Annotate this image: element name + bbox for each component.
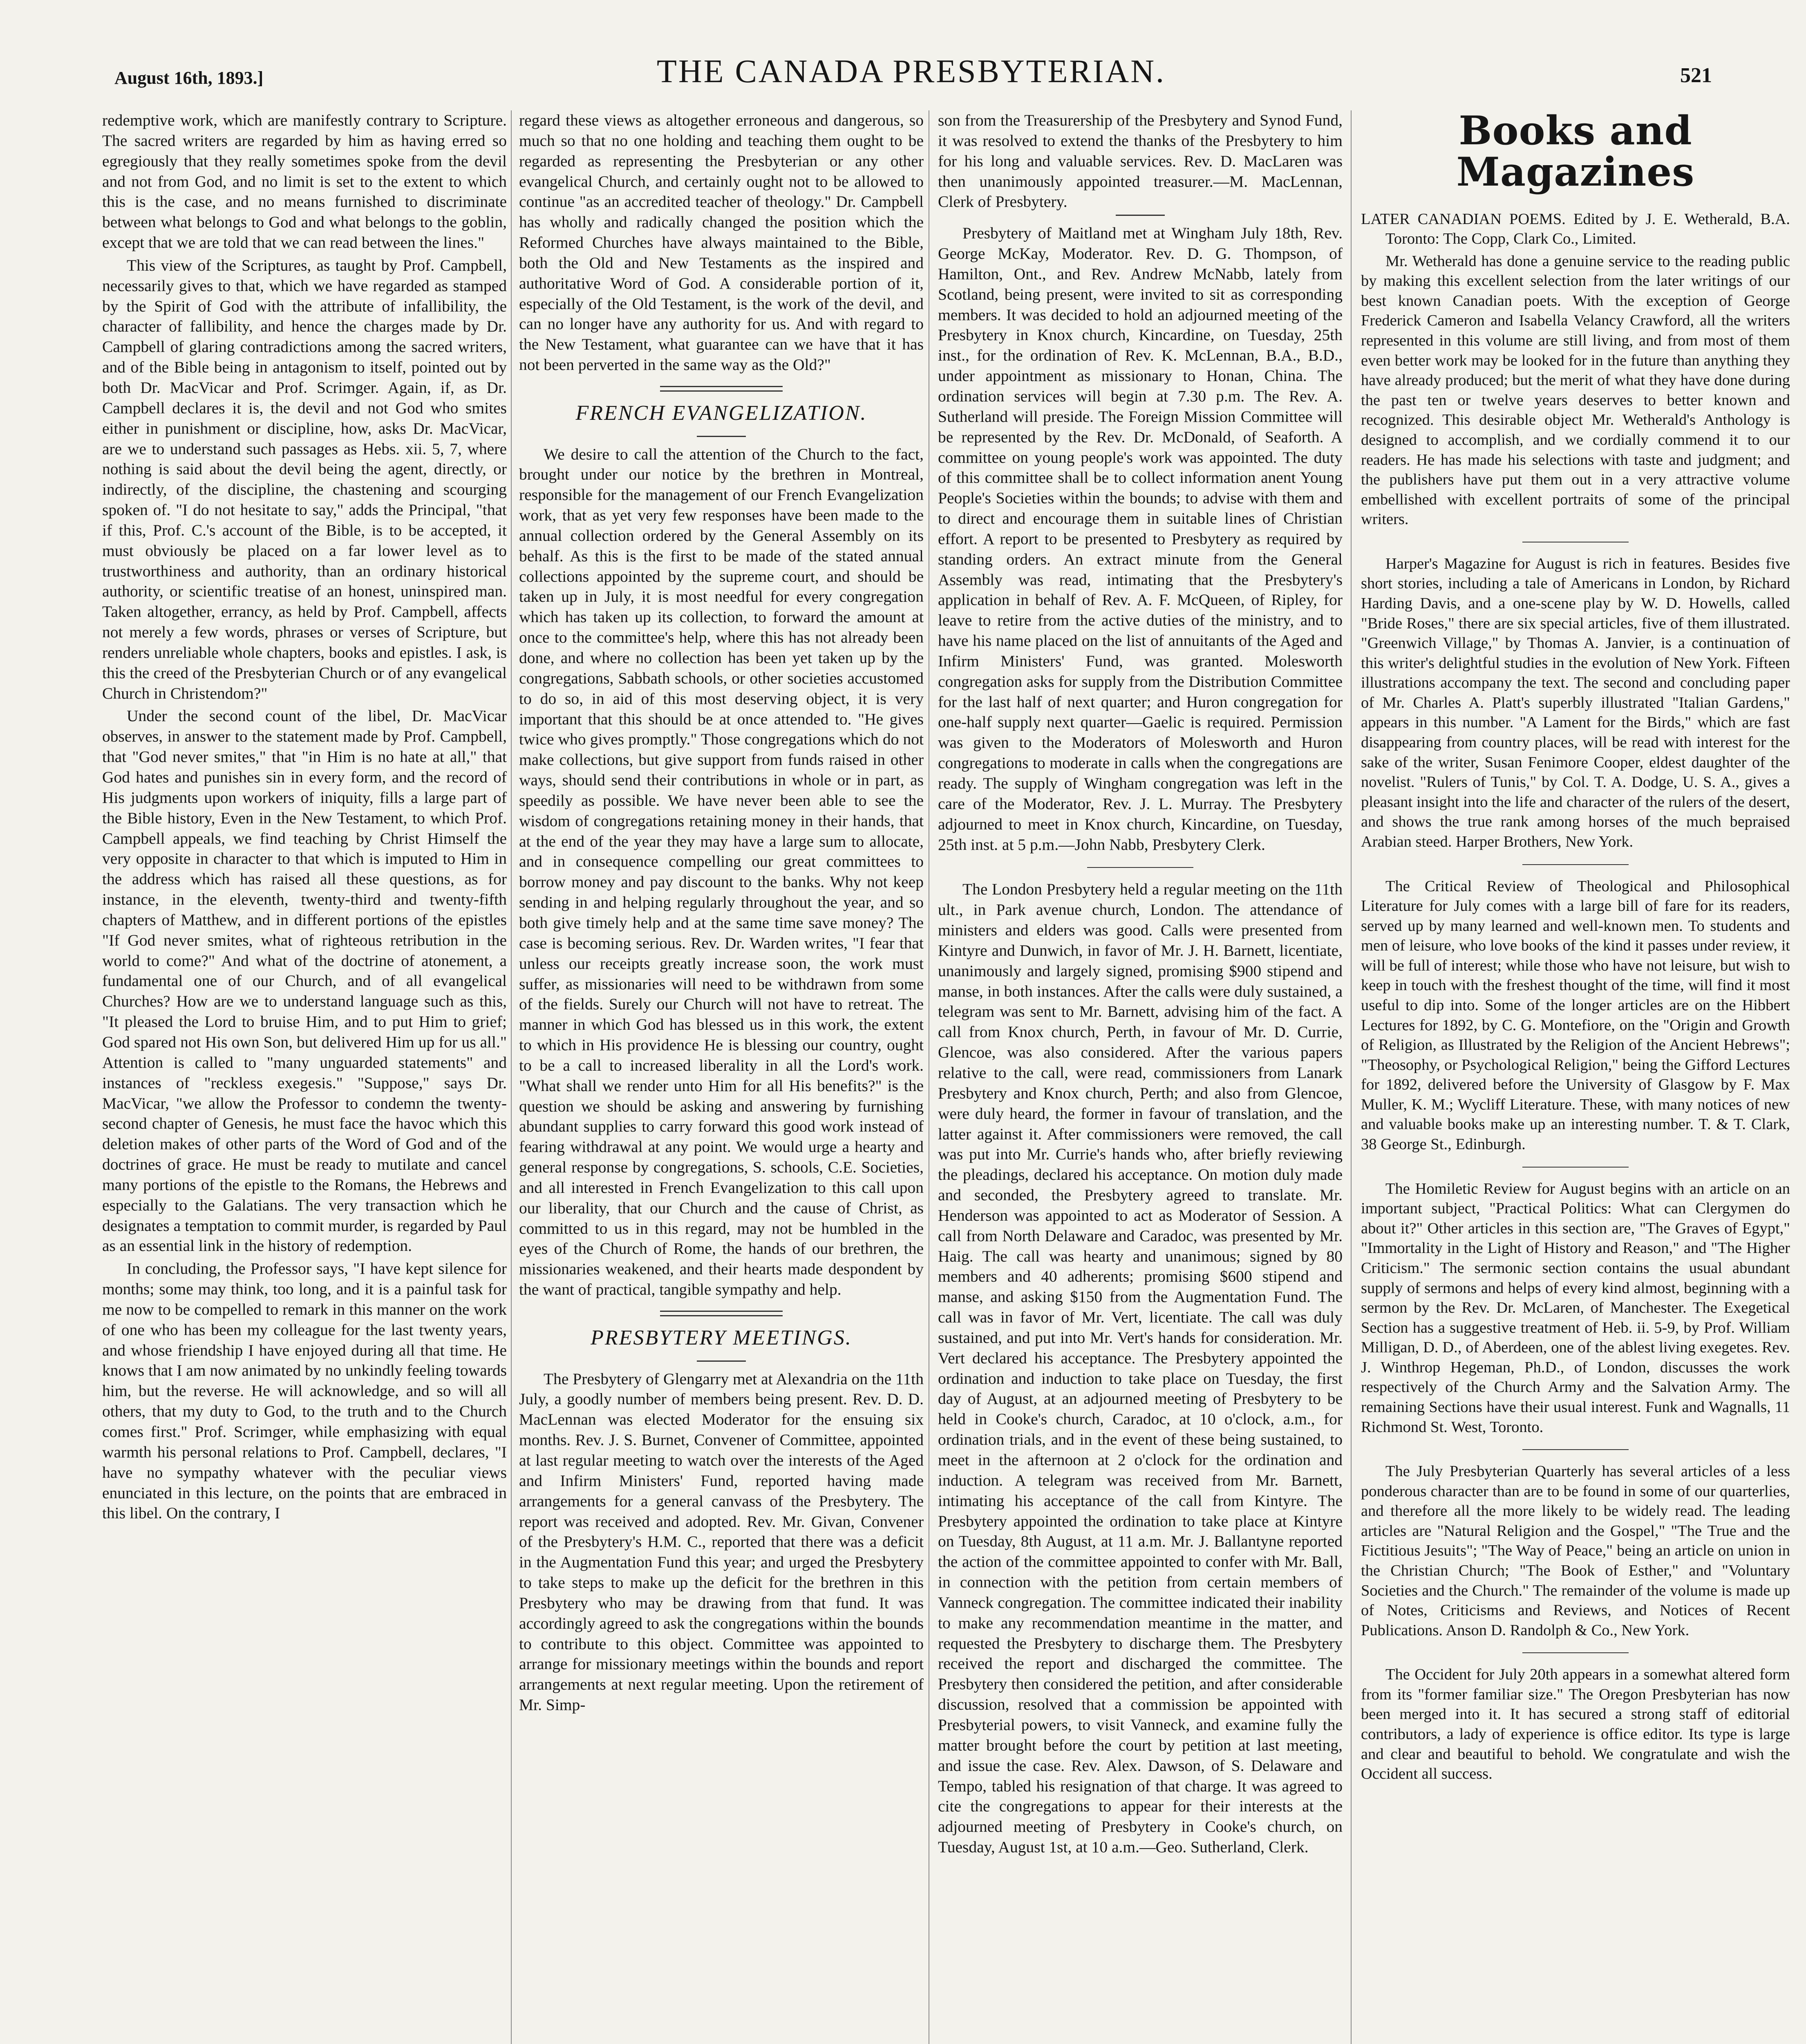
item-divider (1522, 864, 1629, 865)
column-2 (519, 110, 924, 2044)
article-paragraph: The Presbytery of Glengarry met at Alexandria on the 11th July, a goodly number of members being present. Rev. D. D. MacLennan was elected Moderator for the ensuing six months. Rev. J. S. Burnet, Convener of Committee, appointed at last regular meeting to watch over the interests of the Aged and Infirm Ministers' Fund, reported having made arrangements for a general canvass of the Presbytery. The report was received and adopted. Rev. Mr. Givan, Convener of the Presbytery's H.M. C., reported that there was a deficit in the Augmentation Fund this year; and urged the Presbytery to take steps to make up the deficit for the brethren in this Presbytery who may be drawing from that fund. It was accordingly agreed to ask the congregations within the bounds to contribute to this object. Committee was appointed to arrange for missionary meetings within the bounds and report arrangements at next regular meeting. Upon the retirement of Mr. Simp- (519, 1369, 924, 1714)
section-divider (660, 1311, 783, 1316)
column-4 (1361, 110, 1790, 2044)
article-paragraph: regard these views as altogether erroneous and dangerous, so much so that no one holding and teaching them ought to be regarded as representing the Presbyterian or any other evangelical Church, and certainly ought not to be allowed to continue "as an accredited teacher of theology." Dr. Campbell has wholly and radically changed the position which the Reformed Churches have always maintained to the Bible, both the Old and New Testaments as the inspired and authoritative Word of God. A considerable portion of it, especially of the Old Testament, is the work of the devil, and can no longer have any authority for us. And with regard to the New Testament, what guarantee can we have that it has not been perverted in the same way as the Old?" (519, 111, 924, 374)
article-paragraph: The London Presbytery held a regular meeting on the 11th ult., in Park avenue church, London. The attendance of ministers and elders was good. Calls were presented from Kintyre and Dunwich, in favor of Mr. J. H. Barnett, licentiate, unanimously and largely signed, promising $900 stipend and manse, in both instances. After the calls were duly sustained, a telegram was sent to Mr. Barnett, advising him of the fact. A call from Knox church, Perth, in favour of Mr. D. Currie, Glencoe, was also considered. After the various papers relative to the call, were read, commissioners from Lanark Presbytery and Knox church, Perth; and also from Glencoe, were duly heard, the former in favour of translation, and the latter against it. After commissioners were removed, the call was put into Mr. Currie's hands who, after briefly reviewing the pleadings, declared his acceptance. On motion duly made and seconded, the Presbytery agreed to translate. Mr. Henderson was appointed to act as Moderator of Session. A call from North Delaware and Caradoc, was presented by Mr. Haig. The call was hearty and unanimous; signed by 80 members and 40 adherents; promising $600 stipend and manse, and asking $150 from the Augmentation Fund. The call was in favor of Mr. Vert, licentiate. The call was duly sustained, and put into Mr. Vert's hands for consideration. Mr. Vert declared his acceptance. The Presbytery appointed the ordination and induction to take place on Tuesday, the first day of August, at an adjourned meeting of Presbytery to be held in Cooke's church, Caradoc, at 10 o'clock, a.m., for ordination trials, and in the event of these being sustained, to meet in the afternoon at 2 o'clock for the ordination and induction. A telegram was received from Mr. Barnett, intimating his acceptance of the call from Kintyre. The Presbytery appointed the ordination to take place at Kintyre on Tuesday, 8th August, at 11 a.m. Mr. J. Ballantyne reported the action of the committee appointed to confer with Mr. Ball, in connection with the petition from certain members of Vanneck congregation. The committee indicated their inability to make any recommendation meantime in the matter, and requested the Presbytery to discharge them. The Presbytery received the report and discharged the committee. The Presbytery then considered the petition, and after considerable discussion, resolved that a commission be appointed with Presbyterial powers, to visit Vanneck, and examine fully the matter brought before the court by petition at last meeting, and issue the case. Rev. Alex. Dawson, of S. Delaware and Tempo, tabled his resignation of that charge. It was agreed to cite the congregations to appear for their interests at the adjourned meeting of Presbytery in Cooke's church, on Tuesday, August 1st, at 10 a.m.—Geo. Sutherland, Clerk. (938, 880, 1343, 1856)
issue-date: August 16th, 1893.] (114, 68, 264, 88)
review-paragraph: The Occident for July 20th appears in a somewhat altered form from its "former familiar size." The Oregon Presbyterian has now been merged into it. It has secured a strong staff of editorial contributors, a lady of experience is office editor. Its type is large and clear and beautiful to behold. We congratulate and wish the Occident all success. (1361, 1666, 1790, 1783)
article-paragraph: Presbytery of Maitland met at Wingham July 18th, Rev. George McKay, Moderator. Rev. D. G. Thompson, of Hamilton, Ont., and Rev. Andrew McNabb, lately from Scotland, being present, were invited to sit as corresponding members. It was decided to hold an adjourned meeting of the Presbytery in Knox church, Kincardine, on Tuesday, 25th inst., for the ordination of Rev. K. McLennan, B.A., B.D., under appointment as missionary to Honan, China. The ordination services will begin at 7.30 p.m. The Rev. A. Sutherland will preside. The Foreign Mission Committee will be represented by the Rev. Dr. McDonald, of Seaforth. A committee on young people's work was appointed. The duty of this committee shall be to collect information anent Young People's Societies within the bounds; to advise with them and to direct and encourage them in suitable lines of Christian effort. A report to be presented to Presbytery as required by standing orders. An extract minute from the General Assembly was read, intimating that the Presbytery's application in behalf of Rev. A. F. McQueen, of Ripley, for leave to retire from the active duties of the ministry, and to have his name placed on the list of annuitants of the Aged and Infirm Ministers' Fund, was granted. Molesworth congregation asks for supply from the Distribution Committee for the last half of next quarter; and Huron congregation for one-half supply next quarter—Gaelic is required. Permission was given to the Moderators of Molesworth and Huron congregations to moderate in calls when the congregations are ready. The supply of Wingham congregation was left in the care of the Moderator, Rev. J. L. Murray. The Presbytery adjourned to meet in Knox church, Kincardine, on Tuesday, 25th inst. at 5 p.m.—John Nabb, Presbytery Clerk. (938, 224, 1343, 854)
article-paragraph: This view of the Scriptures, as taught by Prof. Campbell, necessarily gives to that, which we have regarded as stamped by the Spirit of God with the attribute of infallibility, the character of fallibility, and hence the charges made by Dr. Campbell of glaring contradictions among the sacred writers, and of the Bible being in antagonism to itself, pointed out by both Dr. MacVicar and Prof. Scrimger. Again, if, as Dr. Campbell declares it is, the devil and not God who smites either in punishment or discipline, how, asks Dr. MacVicar, are we to understand such passages as Hebs. xii. 5, 7, where nothing is said about the devil being the agent, directly, or indirectly, of the discipline, the chastening and scourging spoken of. "I do not hesitate to say," adds the Principal, "that if this, Prof. C.'s account of the Bible, is to be accepted, it must obviously be placed on a far lower level as to trustworthiness and authority, than an ordinary historical authority, or scientific treatise of an honest, uninspired man. Taken altogether, errancy, as held by Prof. Campbell, affects not merely a few words, phrases or verses of Scripture, but renders unreliable whole chapters, books and epistles. I ask, is this the creed of the Presbyterian Church or of any evangelical Church in Christendom?" (102, 256, 507, 702)
article-paragraph: redemptive work, which are manifestly contrary to Scripture. The sacred writers are regarded by him as having erred so egregiously that they really sometimes spoke from the devil and not from God, and no limit is set to the extent to which this is the case, and no means furnished to discriminate between what belongs to God and what belongs to the goblin, except that we are told that we can read between the lines." (102, 111, 507, 252)
review-title: LATER CANADIAN POEMS. Edited by J. E. Wetherald, B.A. Toronto: The Copp, Clark Co., Limited. (1361, 210, 1790, 248)
item-divider (1116, 215, 1165, 216)
item-divider (1522, 1449, 1629, 1450)
page-number: 521 (1680, 64, 1712, 87)
review-paragraph: The July Presbyterian Quarterly has several articles of a less ponderous character than are to be found in some of our quarterlies, and therefore all the more likely to be widely read. The leading articles are "Natural Religion and the Gospel," "The True and the Fictitious Jesuits"; "The Way of Peace," being an article on union in the Christian Church; "The Book of Esther," and "Voluntary Societies and the Church." The remainder of the volume is made up of Notes, Criticisms and Reviews, and Notices of Recent Publications. Anson D. Randolph & Co., New York. (1361, 1463, 1790, 1639)
masthead-title: THE CANADA PRESBYTERIAN. (657, 54, 1166, 90)
article-paragraph: son from the Treasurership of the Presbytery and Synod Fund, it was resolved to extend the thanks of the Presbytery to him for his long and valuable services. Rev. D. MacLaren was then unanimously appointed treasurer.—M. MacLennan, Clerk of Presbytery. (938, 111, 1343, 211)
review-paragraph: Harper's Magazine for August is rich in features. Besides five short stories, including a tale of Americans in London, by Richard Harding Davis, and a one-scene play by W. D. Howells, called "Bride Roses," there are six special articles, five of them illustrated. "Greenwich Village," by Thomas A. Janvier, is a continuation of this writer's delightful studies in the evolution of New York. Fifteen illustrations accompany the text. The second and concluding paper of Mr. Charles A. Platt's superbly illustrated "Italian Gardens," appears in this number. "A Lament for the Birds," which are fast disappearing from country places, will be read with interest for the sake of the writer, Susan Fenimore Cooper, eldest daughter of the novelist. "Rulers of Tunis," by Col. T. A. Dodge, U. S. A., gives a pleasant insight into the life and character of the rulers of the desert, and shows the true rank among horses of the much bepraised Arabian steed. Harper Brothers, New York. (1361, 555, 1790, 850)
page-header (102, 45, 1720, 90)
review-paragraph: The Homiletic Review for August begins with an article on an important subject, "Practical Politics: What can Clergymen do about it?" Other articles in this section are, "The Graves of Egypt," "Immortality in the Light of History and Reason," and "The Higher Criticism." The sermonic section contains the usual abundant supply of sermons and helps of every kind almost, beginning with a sermon by the Rev. Dr. McLaren, of Manchester. The Exegetical Section has a suggestive treatment of Heb. ii. 5-9, by Prof. William Milligan, D. D., of Aberdeen, one of the ablest living exegetes. Rev. J. Winthrop Hegeman, Ph.D., of London, discusses the work respectively of the Church Army and the Salvation Army. The remaining Sections have their usual interest. Funk and Wagnalls, 11 Richmond St. West, Toronto. (1361, 1180, 1790, 1436)
item-divider (1087, 867, 1193, 868)
column-rule (1351, 110, 1352, 2044)
section-divider (660, 386, 783, 392)
column-3 (938, 110, 1343, 2044)
heading-rule (697, 436, 746, 437)
column-rule (511, 110, 512, 2044)
section-heading-presbytery-meetings: PRESBYTERY MEETINGS. (591, 1326, 852, 1350)
item-divider (1522, 1167, 1629, 1168)
article-paragraph: We desire to call the attention of the Church to the fact, brought under our notice by the brethren in Montreal, responsible for the management of our French Evangelization work, that as yet very few responses have been made to the annual collection ordered by the General Assembly on its behalf. As this is the first to be made of the stated annual collections appointed by the supreme court, and should be taken up in July, it is most needful for every congregation which has taken up its collection, to forward the amount at once to the committee's help, where this has not already been done, and where no collection has been yet taken up by the congregations, Sabbath schools, or other societies accustomed to do so, in aid of this most deserving object, it is very important that this should be at once attended to. "He gives twice who gives promptly." Those congregations which do not make collections, but give support from funds raised in other ways, should send their contributions in whole or in part, as speedily as possible. We have never been able to see the wisdom of congregations retaining money in their hands, that at the end of the year they may have a large sum to allocate, and in consequence compelling our great committees to borrow money and pay discount to the banks. Why not keep sending in and helping regularly throughout the year, and so both give timely help and at the same time save money? The case is becoming serious. Rev. Dr. Warden writes, "I fear that unless our receipts greatly increase soon, the work must suffer, as missionaries will need to be withdrawn from some of the fields. Surely our Church will not have to retreat. The manner in which God has blessed us in this work, the extent to which in His providence He is blessing our country, ought to be a call to increased liberality in all the Lord's work. "What shall we render unto Him for all His benefits?" is the question we should be asking and answering by furnishing abundant supplies to carry forward this good work instead of fearing withdrawal at any point. We would urge a hearty and general response by congregations, S. schools, C.E. Societies, and all interested in French Evangelization to this call upon our liberality, that our Church and the cause of Christ, as committed to us in this regard, may not be humbled in the eyes of the Church of Rome, the hands of our brethren, the missionaries weakened, and their hearts made despondent by the want of practical, tangible sympathy and help. (519, 445, 924, 1299)
item-divider (1522, 1652, 1629, 1653)
column-1 (102, 110, 507, 2044)
section-heading-french-evangelization: FRENCH EVANGELIZATION. (575, 401, 867, 425)
article-paragraph: In concluding, the Professor says, "I have kept silence for months; some may think, too long, and it is a painful task for me now to be compelled to remark in this manner on the work of one who has been my colleague for the last twenty years, and whose friendship I have enjoyed during all that time. He knows that I am now animated by no unkindly feeling towards him, but the reverse. He will acknowledge, and so will all others, that my duty to God, to the truth and to the Church comes first." Prof. Scrimger, while emphasizing with equal warmth his personal relations to Prof. Campbell, declares, "I have no sympathy whatever with the peculiar views enunciated in this lecture, on the points that are embraced in this libel. On the contrary, I (102, 1260, 507, 1522)
review-paragraph: The Critical Review of Theological and Philosophical Literature for July comes with a large bill of fare for its readers, served up by many learned and well-known men. To students and men of leisure, who love books of the kind it passes under review, it will be full of interest; while those who have not leisure, but wish to keep in touch with the freshest thought of the time, will find it most useful to dip into. Some of the longer articles are on the Hibbert Lectures for 1892, by C. G. Montefiore, on the "Origin and Growth of Religion, as Illustrated by the Religion of the Ancient Hebrews"; "Theosophy, or Psychological Religion," being the Gifford Lectures for 1892, delivered before the University of Glasgow by F. Max Muller, K. M.; Wycliff Literature. These, with many notices of new and valuable books make up an interesting number. T. & T. Clark, 38 George St., Edinburgh. (1361, 877, 1790, 1153)
heading-rule (697, 1360, 746, 1362)
books-and-magazines-heading: Books and Magazines (1456, 110, 1695, 195)
article-paragraph: Under the second count of the libel, Dr. MacVicar observes, in answer to the statement made by Prof. Campbell, that "God never smites," that "in Him is no hate at all," that God hates and punishes sin in every form, and the record of His judgments upon workers of iniquity, fills a large part of the Bible history, Even in the New Testament, to which Prof. Campbell appeals, we find teaching by Christ Himself the very opposite in character to that which is imputed to Him in the address which has raised all these questions, as for instance, in the eleventh, twenty-third and twenty-fifth chapters of Matthew, and in different portions of the epistles "If God never smites, what of righteous retribution in the world to come?" And what of the doctrine of atonement, a fundamental one of our Church, and of all evangelical Churches? How are we to understand language such as this, "It pleased the Lord to bruise Him, and to put Him to grief; God spared not His own Son, but delivered Him up for us all." Attention is called to "many unguarded statements" and instances of "reckless exegesis." "Suppose," says Dr. MacVicar, "we allow the Professor to condemn the twenty-second chapter of Genesis, he must face the havoc which this deletion makes of other parts of the Word of God and of the doctrines of grace. He must be ready to mutilate and cancel many portions of the epistle to the Romans, the Hebrews and especially to the Galatians. The very transaction which he designates a temptation to commit murder, is regarded by Paul as an essential link in the history of redemption. (102, 707, 507, 1255)
review-paragraph: Mr. Wetherald has done a genuine service to the reading public by making this excellent selection from the later writings of our best known Canadian poets. With the exception of George Frederick Cameron and Isabella Velancy Crawford, all the writers represented in this volume are still living, and from most of them even better work may be looked for in the future than anything they have already produced; but the merit of what they have done during the past ten or twelve years deserves to better known and recognized. This desirable object Mr. Wetherald's Anthology is designed to accomplish, and we cordially commend it to our readers. He has made his selections with taste and judgment; and the publishers have put them out in a very attractive volume embellished with excellent portraits of some of the principal writers. (1361, 252, 1790, 528)
